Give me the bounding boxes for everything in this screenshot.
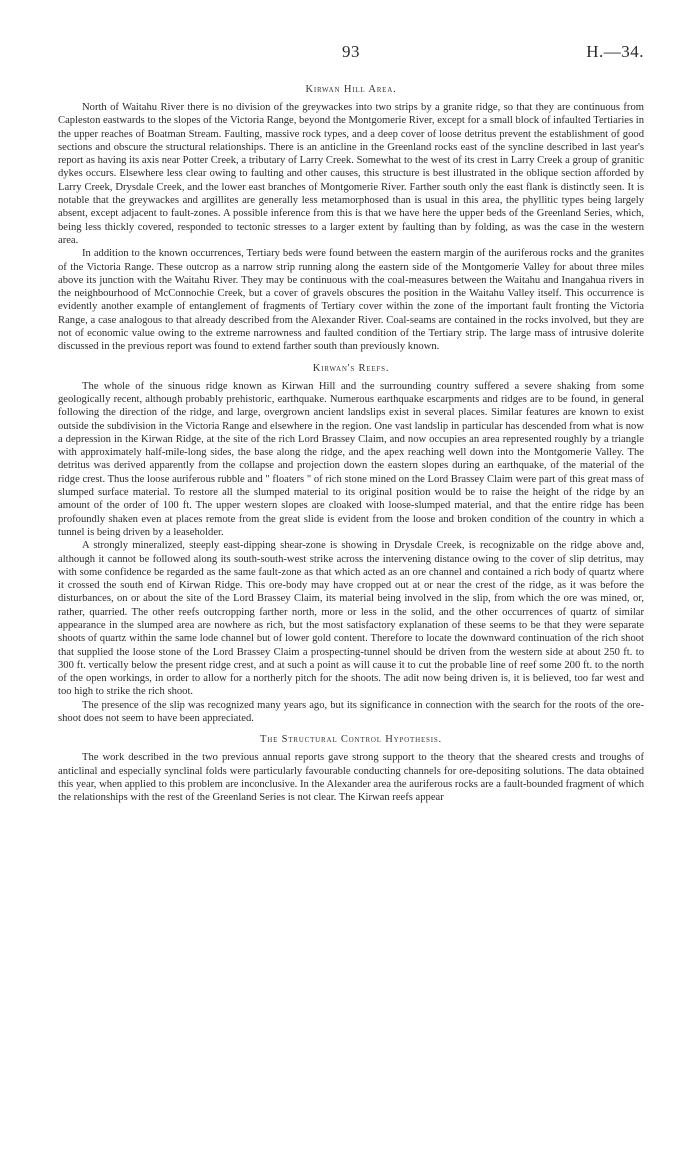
section-kirwans-reefs bbox=[58, 363, 644, 726]
paragraph: North of Waitahu River there is no division of the greywackes into two strips by a granite ridge, so that they are continuous from Capleston eastwards to the slopes of the Victoria Range, beyond the Montgomerie River, except for a small block of infaulted Tertiaries in the upper reaches of Boatman Stream. Faulting, massive rock types, and a deep cover of loose detritus prevent the establishment of good sections and obscure the structural relationships. There is an anticline in the Greenland rocks east of the syncline described in last year's report as having its axis near Potter Creek, a tributary of Larry Creek. Somewhat to the west of its crest in Larry Creek a group of granitic dykes occurs. Elsewhere less clear owing to faulting and other causes, this structure is best illustrated in the oblique section afforded by Larry Creek, Drysdale Creek, and the lower east branches of Montgomerie River. Farther south only the east flank is distinctly seen. It is notable that the greywackes and argillites are generally less metamorphosed than is usual in this area, the phyllitic types being largely absent, except adjacent to fault-zones. A possible inference from this is that we have here the upper beds of the Greenland Series, which, being less thickly covered, responded to tectonic stresses to a larger extent by faulting than by folding, as was the case in the western area. bbox=[58, 102, 644, 246]
paragraph: A strongly mineralized, steeply east-dipping shear-zone is showing in Drysdale Creek, is recognizable on the ridge above and, although it cannot be followed along its south-south-west strike across the intervening distance owing to the cover of slip detritus, may with some confidence be regarded as the same fault-zone as that which acted as an ore channel and contained a rich body of quartz where it crossed the south end of Kirwan Ridge. This ore-body may have cropped out at or near the crest of the ridge, as it was before the disturbances, on or about the site of the Lord Brassey Claim, its material being involved in the slip, from which the ore was mined, or, rather, quarried. The other reefs outcropping farther north, more or less in the solid, and the other occurrences of quartz of similar appearance in the slumped area are nowhere as rich, but the most satisfactory explanation of these seems to be that they were separate shoots of quartz within the same lode channel but of lower gold content. Therefore to locate the downward continuation of the rich shoot that supplied the loose stone of the Lord Brassey Claim a prospecting-tunnel should be driven from the western side at about 250 ft. to 300 ft. vertically below the present ridge crest, and at such a point as will cause it to cut the probable line of reef some 200 ft. to the north of the open workings, in order to allow for a northerly pitch for the shoots. The adit now being driven is, it is believed, too far west and too high to strike the rich shoot. bbox=[58, 540, 644, 698]
page-number: 93 bbox=[342, 42, 360, 61]
paragraph: The work described in the two previous annual reports gave strong support to the theory that the sheared crests and troughs of anticlinal and especially synclinal folds were particularly favourable conducting channels for ore-depositing solutions. The data obtained this year, when applied to this problem are inconclusive. In the Alexander area the auriferous rocks are a fault-bounded fragment of which the relationships with the rest of the Greenland Series is not clear. The Kirwan reefs appear bbox=[58, 752, 644, 804]
paragraph: In addition to the known occurrences, Tertiary beds were found between the eastern margin of the auriferous rocks and the granites of the Victoria Range. These outcrop as a narrow strip running along the eastern side of the Montgomerie Valley for about three miles above its junction with the Waitahu River. They may be continuous with the coal-measures between the Waitahu and Inangahua rivers in the neighbourhood of McConnochie Creek, but a cover of gravels obscures the position in the Waitahu Valley itself. This occurrence is evidently another example of entanglement of fragments of Tertiary cover within the zone of the important fault fronting the Victoria Range, a case analogous to that already described from the Alexander River. Coal-seams are contained in the rocks involved, but they are not of economic value owing to the extreme narrowness and faulted condition of the Tertiary strip. The large mass of intrusive dolerite discussed in the previous report was found to extend farther south than previously known. bbox=[58, 248, 644, 353]
document-reference: H.—34. bbox=[586, 42, 644, 61]
paragraph: The presence of the slip was recognized many years ago, but its significance in connection with the search for the roots of the ore-shoot does not seem to have been appreciated. bbox=[58, 699, 644, 725]
section-heading: Kirwan Hill Area. bbox=[305, 84, 397, 95]
section-heading: The Structural Control Hypothesis. bbox=[260, 734, 442, 746]
paragraph: The whole of the sinuous ridge known as Kirwan Hill and the surrounding country suffered a severe shaking from some geologically recent, although probably prehistoric, earthquake. Numerous earthquake escarpments and ridges are to be found, in general following the direction of the ridge, and large, overgrown ancient landslips exist in several places. Similar features are known to exist outside the subdivision in the Victoria Range and elsewhere in the region. One vast landslip in particular has descended from what is now a depression in the Kirwan Ridge, at the site of the rich Lord Brassey Claim, and now occupies an area represented roughly by a triangle with approximately half-mile-long sides, the base along the ridge, and the apex reaching well down into the Montgomerie Valley. The detritus was derived apparently from the collapse and projection down the eastern slopes during an earthquake, of the material of the ridge crest. Thus the loose auriferous rubble and " floaters " of rich stone mined on the Lord Brassey Claim were part of this great mass of slumped surface material. To restore all the slumped material to its original position would be to raise the height of the ridge by an amount of the order of 100 ft. The upper western slopes are cloaked with loose-slumped material, and that the entire ridge has been profoundly shaken even at places remote from the great slide is evident from the loose and broken condition of the country in which a tunnel is being driven by a leaseholder. bbox=[58, 380, 644, 538]
section-kirwan-hill-area bbox=[58, 84, 644, 354]
section-structural-control-hypothesis bbox=[58, 734, 644, 804]
page-header bbox=[58, 42, 644, 66]
section-heading: Kirwan's Reefs. bbox=[312, 362, 390, 374]
